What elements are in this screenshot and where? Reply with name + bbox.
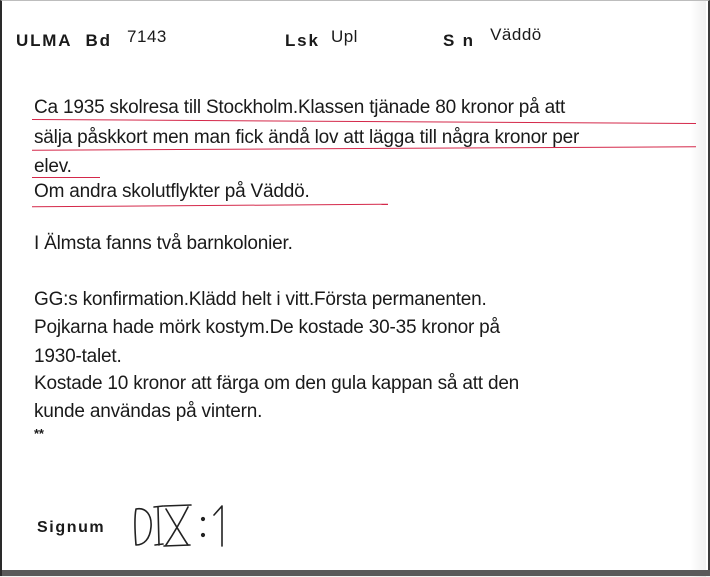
header-lsk bbox=[285, 27, 358, 51]
underline-1 bbox=[32, 119, 696, 124]
text-line-7: Pojkarna hade mörk kostym.De kostade 30-35 kronor på bbox=[34, 317, 500, 338]
bd-value: 7143 bbox=[127, 27, 167, 46]
lsk-value: Upl bbox=[330, 27, 358, 46]
sn-label: S n bbox=[443, 31, 475, 50]
signum-label: Signum bbox=[37, 519, 106, 536]
signum-handwriting bbox=[130, 501, 240, 549]
underline-3 bbox=[32, 177, 100, 178]
ulma-label: ULMA bbox=[16, 31, 73, 50]
card-edge-shadow bbox=[690, 1, 706, 577]
text-line-6: GG:s konfirmation.Klädd helt i vitt.Första permanenten. bbox=[34, 289, 487, 310]
text-line-5: I Älmsta fanns två barnkolonier. bbox=[34, 233, 293, 254]
text-line-9: Kostade 10 kronor att färga om den gula kappan så att den bbox=[34, 373, 520, 394]
text-line-2: sälja påskkort men man fick ändå lov att lägga till några kronor per bbox=[34, 127, 580, 148]
text-line-8: 1930-talet. bbox=[34, 346, 122, 367]
text-line-10: kunde användas på vintern. bbox=[34, 401, 263, 422]
text-line-4: Om andra skolutflykter på Väddö. bbox=[34, 181, 310, 202]
header-sn bbox=[443, 25, 542, 51]
underline-4 bbox=[32, 204, 388, 207]
bd-label: Bd bbox=[85, 31, 112, 50]
text-line-3: elev. bbox=[34, 156, 72, 177]
sn-value: Väddö bbox=[490, 25, 542, 44]
header-ulma-bd bbox=[16, 27, 167, 51]
lsk-label: Lsk bbox=[285, 31, 320, 50]
text-line-11: ** bbox=[34, 426, 44, 441]
card-bottom-edge bbox=[2, 570, 710, 576]
text-line-1: Ca 1935 skolresa till Stockholm.Klassen tjänade 80 kronor på att bbox=[34, 97, 566, 118]
